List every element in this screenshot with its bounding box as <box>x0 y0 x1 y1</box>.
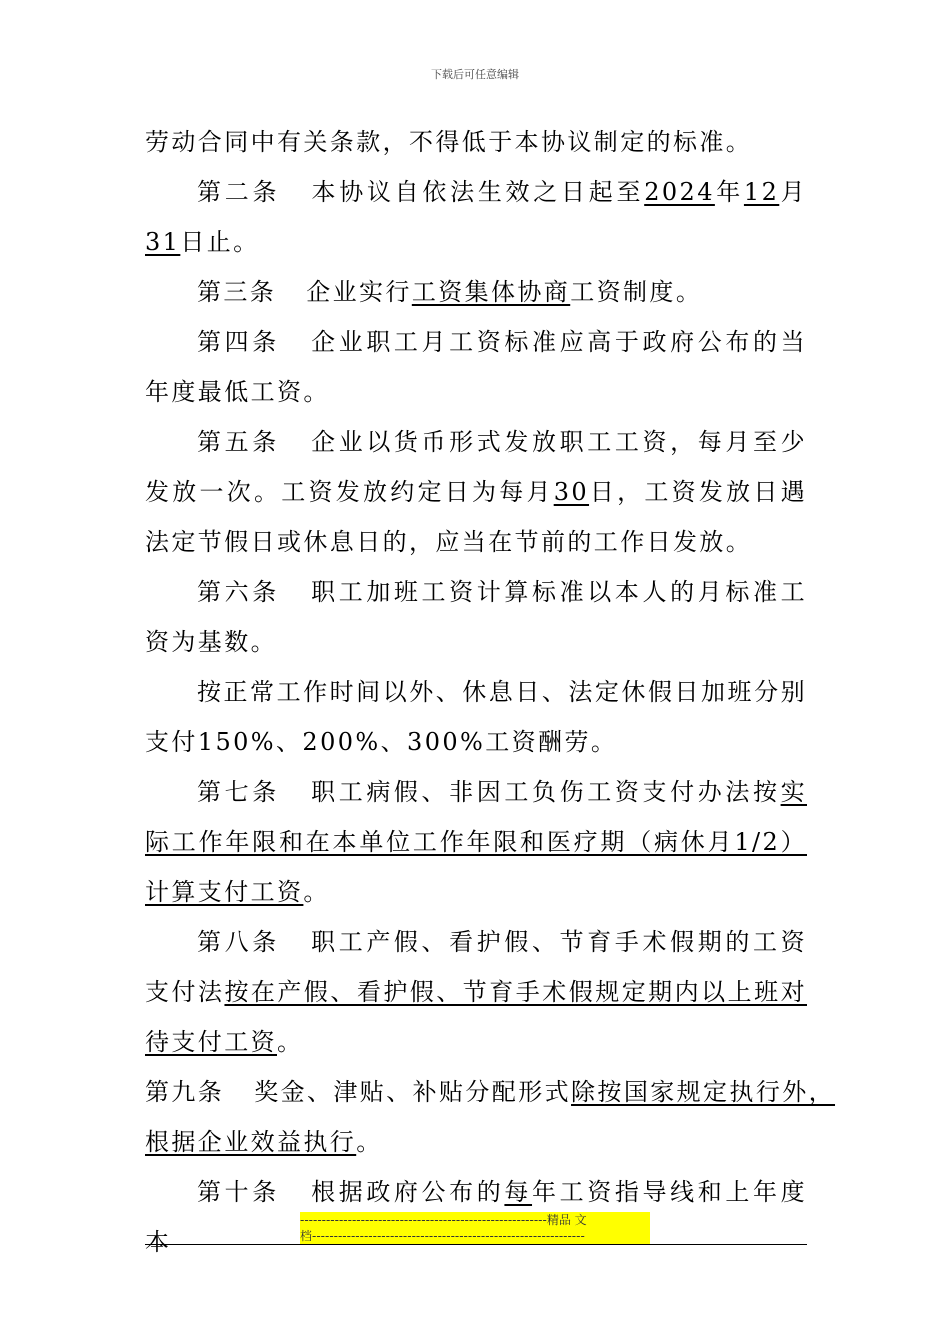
article-label: 第十条 <box>197 1178 280 1206</box>
overtime-paragraph: 按正常工作时间以外、休息日、法定休假日加班分别支付150%、200%、300%工资酬劳。 <box>145 678 807 756</box>
fill-bonus-1: 除按国家规定执行外， <box>571 1078 836 1106</box>
article-label: 第八条 <box>197 928 280 956</box>
article-label: 第七条 <box>197 778 280 806</box>
fill-pay-day: 30 <box>553 478 590 506</box>
article-9: 第九条 奖金、津贴、补贴分配形式除按国家规定执行外， 根据企业效益执行。 <box>145 1078 836 1156</box>
paragraph-continuation: 劳动合同中有关条款，不得低于本协议制定的标准。 <box>145 128 753 156</box>
article-3: 第三条 企业实行工资集体协商工资制度。 <box>197 278 703 306</box>
article-label: 第九条 <box>145 1078 225 1106</box>
fill-day: 31 <box>145 228 181 256</box>
article-10: 第十条 根据政府公布的每年工资指导线和上年度本 <box>145 1178 807 1256</box>
article-4: 第四条 企业职工月工资标准应高于政府公布的当年度最低工资。 <box>145 328 807 406</box>
fill-month: 12 <box>743 178 780 206</box>
fill-leave-pay: 按在产假、看护假、节育手术假规定期内以上班对待支付工资 <box>145 978 807 1056</box>
footer-line-1: ---------------------------------------------------------精品 文 <box>300 1213 587 1227</box>
article-label: 第四条 <box>197 328 280 356</box>
article-7: 第七条 职工病假、非因工负伤工资支付办法按实际工作年限和在本单位工作年限和医疗期（病休月1/2）计算支付工资。 <box>145 778 807 906</box>
footer-watermark <box>300 1212 650 1244</box>
page-header: 下载后可任意编辑 <box>431 68 519 81</box>
fill-annual: 每 <box>504 1178 533 1206</box>
fill-sick-pay: 实际工作年限和在本单位工作年限和医疗期（病休月1/2）计算支付工资 <box>145 778 807 906</box>
footer-line-2: 档--------------------------------------------------------------- <box>300 1229 585 1243</box>
article-6: 第六条 职工加班工资计算标准以本人的月标准工资为基数。 <box>145 578 807 656</box>
fill-wage-system: 工资集体协商 <box>411 278 571 306</box>
article-8: 第八条 职工产假、看护假、节育手术假期的工资支付法按在产假、看护假、节育手术假规定期内以上班对待支付工资。 <box>145 928 807 1056</box>
fill-year: 2024 <box>644 178 715 206</box>
article-label: 第三条 <box>197 278 277 306</box>
article-5: 第五条 企业以货币形式发放职工工资，每月至少发放一次。工资发放约定日为每月30日，工资发放日遇法定节假日或休息日的，应当在节前的工作日发放。 <box>145 428 807 556</box>
article-label: 第五条 <box>197 428 280 456</box>
footer-rule <box>145 1244 807 1245</box>
article-label: 第六条 <box>197 578 280 606</box>
article-label: 第二条 <box>197 178 281 206</box>
fill-bonus-2: 根据企业效益执行 <box>145 1128 357 1156</box>
document-body <box>145 117 836 1267</box>
article-2: 第二条 本协议自依法生效之日起至2024年12月31日止。 <box>145 178 807 256</box>
